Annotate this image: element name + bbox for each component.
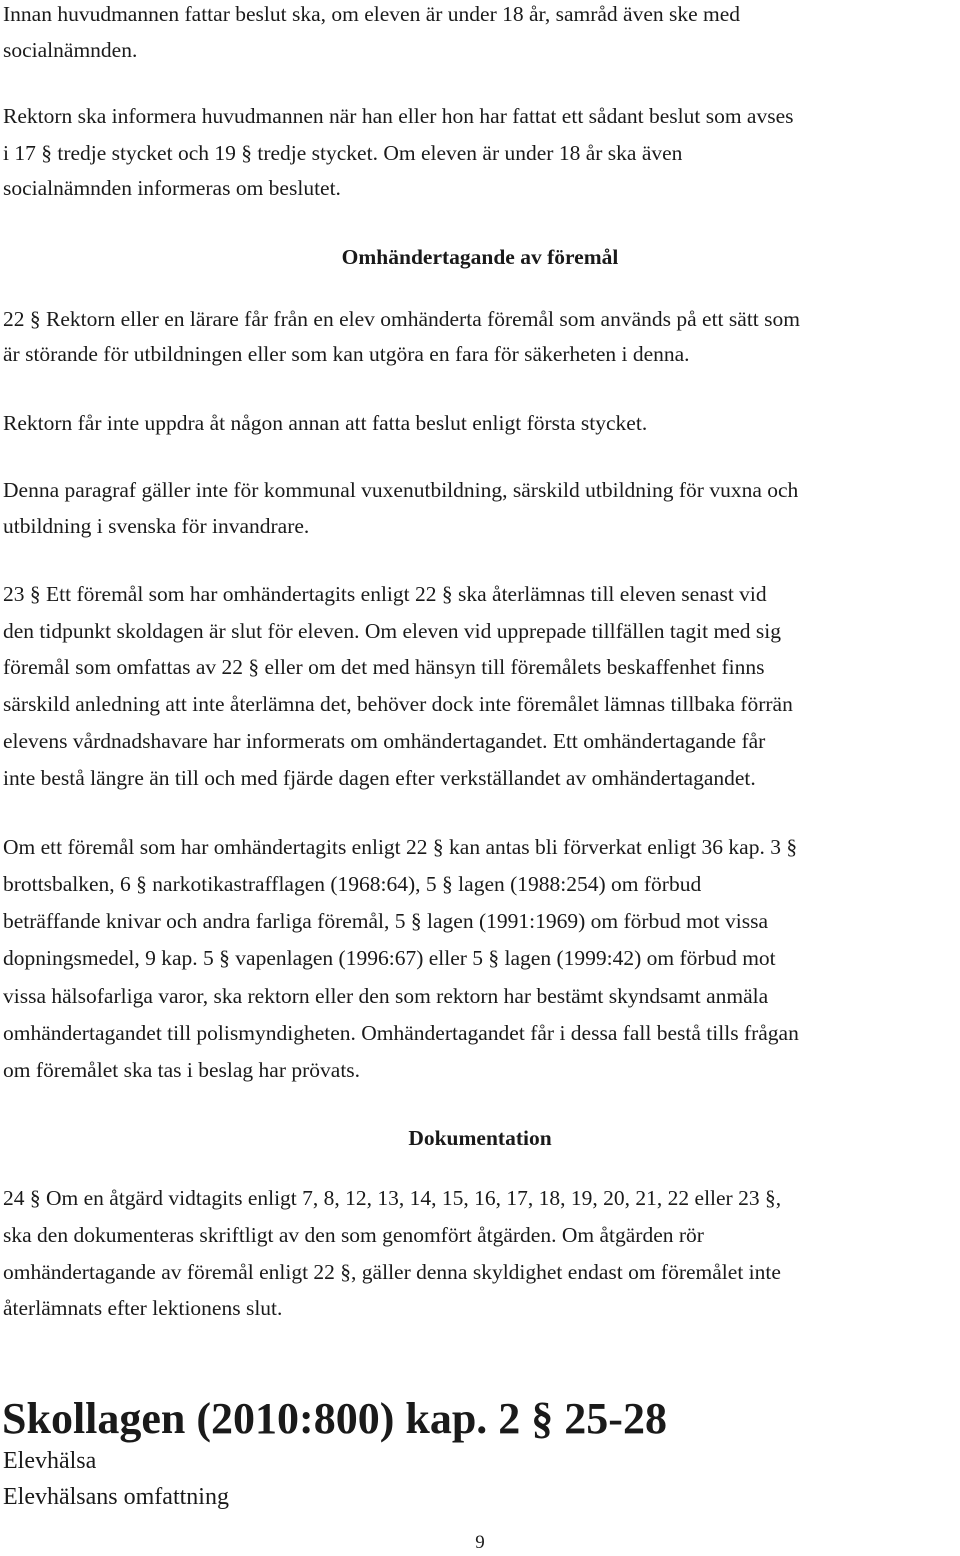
page-number: 9: [475, 1532, 485, 1553]
text-line: omhändertagande av föremål enligt 22 §, gäller denna skyldighet endast om föremålet inte: [3, 1260, 781, 1284]
text-line: omhändertagandet till polismyndigheten. Omhändertagandet får i dessa fall bestå tills frågan: [3, 1021, 799, 1045]
text-line: beträffande knivar och andra farliga föremål, 5 § lagen (1991:1969) om förbud mot vissa: [3, 909, 768, 933]
text-line: Rektorn får inte uppdra åt någon annan att fatta beslut enligt första stycket.: [3, 411, 648, 435]
text-line: elevens vårdnadshavare har informerats om omhändertagandet. Ett omhändertagande får: [3, 729, 766, 753]
subheading: Elevhälsa: [3, 1448, 97, 1474]
text-line: särskild anledning att inte återlämna det, behöver dock inte föremålet lämnas tillbaka förrän: [3, 692, 793, 716]
section-heading: Omhändertagande av föremål: [341, 245, 619, 269]
text-line: socialnämnden.: [3, 38, 138, 62]
text-line: är störande för utbildningen eller som kan utgöra en fara för säkerheten i denna.: [3, 342, 690, 366]
text-line: Om ett föremål som har omhändertagits enligt 22 § kan antas bli förverkat enligt 36 kap. 3 §: [3, 835, 798, 859]
text-line: brottsbalken, 6 § narkotikastrafflagen (1968:64), 5 § lagen (1988:254) om förbud: [3, 872, 702, 896]
section-heading: Dokumentation: [408, 1126, 552, 1150]
text-line: i 17 § tredje stycket och 19 § tredje stycket. Om eleven är under 18 år ska även: [3, 141, 683, 165]
text-line: återlämnats efter lektionens slut.: [3, 1296, 283, 1320]
subheading: Elevhälsans omfattning: [3, 1484, 229, 1510]
text-line: den tidpunkt skoldagen är slut för eleven. Om eleven vid upprepade tillfällen tagit med sig: [3, 619, 781, 643]
text-line: socialnämnden informeras om beslutet.: [3, 176, 341, 200]
text-line: Denna paragraf gäller inte för kommunal vuxenutbildning, särskild utbildning för vuxna och: [3, 478, 799, 502]
text-line: inte bestå längre än till och med fjärde dagen efter verkställandet av omhändertagandet.: [3, 766, 756, 790]
text-line: 22 § Rektorn eller en lärare får från en elev omhänderta föremål som används på ett sätt som: [3, 307, 800, 331]
text-line: vissa hälsofarliga varor, ska rektorn eller den som rektorn har bestämt skyndsamt anmäla: [3, 984, 769, 1008]
text-line: ska den dokumenteras skriftligt av den som genomfört åtgärden. Om åtgärden rör: [3, 1223, 704, 1247]
chapter-title: Skollagen (2010:800) kap. 2 § 25-28: [2, 1394, 667, 1443]
text-line: utbildning i svenska för invandrare.: [3, 514, 310, 538]
text-line: Rektorn ska informera huvudmannen när han eller hon har fattat ett sådant beslut som avses: [3, 104, 794, 128]
text-line: föremål som omfattas av 22 § eller om det med hänsyn till föremålets beskaffenhet finns: [3, 655, 765, 679]
text-line: Innan huvudmannen fattar beslut ska, om eleven är under 18 år, samråd även ske med: [3, 2, 741, 26]
text-line: om föremålet ska tas i beslag har prövats.: [3, 1058, 361, 1082]
text-line: dopningsmedel, 9 kap. 5 § vapenlagen (1996:67) eller 5 § lagen (1999:42) om förbud mot: [3, 946, 776, 970]
text-line: 23 § Ett föremål som har omhändertagits enligt 22 § ska återlämnas till eleven senast vid: [3, 582, 767, 606]
text-line: 24 § Om en åtgärd vidtagits enligt 7, 8, 12, 13, 14, 15, 16, 17, 18, 19, 20, 21, 22 eller 23 §,: [3, 1186, 782, 1210]
